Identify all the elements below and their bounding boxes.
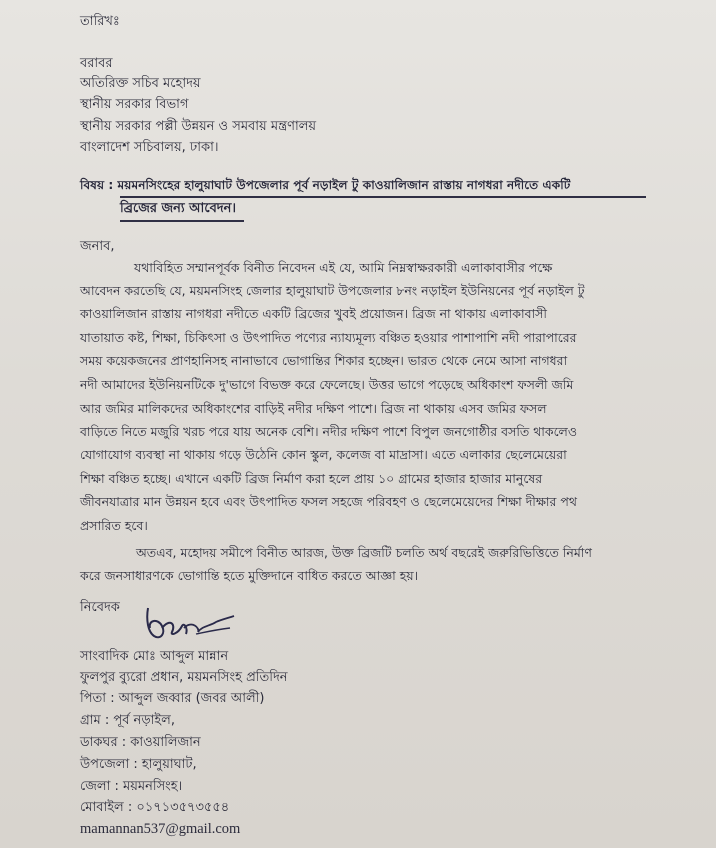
- conclusion-line: করে জনসাধারণকে ভোগান্তি হতে মুক্তিদানে বাধিত করতে আজ্ঞা হয়।: [80, 568, 419, 583]
- body-line: আবেদন করতেছি যে, ময়মনসিংহ জেলার হালুয়াঘাট উপজেলার ৮নং নড়াইল ইউনিয়নের পূর্ব নড়াইল টু: [80, 283, 585, 298]
- body-line: সময় কয়েকজনের প্রাণহানিসহ নানাভাবে ভোগান্তির শিকার হচ্ছেন। ভারত থেকে নেমে আসা নাগধরা: [80, 353, 568, 368]
- body-line: যাতায়াত কষ্ট, শিক্ষা, চিকিৎসা ও উৎপাদিত পণ্যের ন্যায্যমূল্য বঞ্চিত হওয়ার পাশাপাশি নদী পারাপারের: [80, 330, 577, 345]
- body-line: যথাবিহিত সম্মানপূর্বক বিনীত নিবেদন এই যে, আমি নিম্নস্বাক্ষরকারী এলাকাবাসীর পক্ষে: [134, 260, 553, 275]
- body-line: প্রসারিত হবে।: [80, 518, 148, 533]
- recipient-line: স্থানীয় সরকার পল্লী উন্নয়ন ও সমবায় মন্ত্রণালয়: [80, 119, 317, 134]
- applicant-line: ডাকঘর : কাওয়ালিজান: [80, 735, 201, 750]
- subject-underline: [120, 196, 646, 198]
- applicant-line: ফুলপুর ব্যুরো প্রধান, ময়মনসিংহ প্রতিদিন: [80, 670, 288, 685]
- applicant-line: পিতা : আব্দুল জব্বার (জবর আলী): [80, 691, 265, 706]
- recipient-line: বরাবর: [80, 56, 113, 71]
- applicant-label: নিবেদক: [80, 600, 120, 615]
- applicant-line: সাংবাদিক মোঃ আব্দুল মান্নান: [80, 649, 229, 664]
- body-line: বাড়িতে নিতে মজুরি খরচ পরে যায় অনেক বেশি। নদীর দক্ষিণ পাশে বিপুল জনগোষ্ঠীর বসতি থাকলেও: [80, 424, 578, 439]
- body-line: শিক্ষা বঞ্চিত হচ্ছে। এখানে একটি ব্রিজ নির্মাণ করা হলে প্রায় ১০ গ্রামের হাজার হাজার মানুষের: [80, 471, 543, 486]
- recipient-line: বাংলাদেশ সচিবালয়, ঢাকা।: [80, 140, 219, 155]
- body-line: কাওয়ালিজান রাস্তায় নাগধরা নদীতে একটি ব্রিজের খুবই প্রয়োজন। ব্রিজ না থাকায় এলাকাবাসী: [80, 306, 547, 321]
- body-line: যোগাযোগ ব্যবস্থা না থাকায় গড়ে উঠেনি কোন স্কুল, কলেজ বা মাদ্রাসা। এতে এলাকার ছেলেমেয়েরা: [80, 447, 567, 462]
- applicant-mobile: মোবাইল : ০১৭১৩৫৭৩৫৫৪: [80, 800, 230, 815]
- body-line: জীবনযাত্রার মান উন্নয়ন হবে এবং উৎপাদিত ফসল সহজে পরিবহণ ও ছেলেমেয়েদের শিক্ষা দীক্ষার পথ: [80, 494, 577, 509]
- applicant-email: mamannan537@gmail.com: [80, 821, 241, 837]
- signature-image: [140, 598, 240, 646]
- subject-underline: [120, 220, 244, 222]
- applicant-line: উপজেলা : হালুয়াঘাট,: [80, 757, 197, 772]
- applicant-line: গ্রাম : পূর্ব নড়াইল,: [80, 713, 175, 728]
- applicant-line: জেলা : ময়মনসিংহ।: [80, 779, 183, 794]
- recipient-line: স্থানীয় সরকার বিভাগ: [80, 97, 189, 112]
- conclusion-line: অতএব, মহোদয় সমীপে বিনীত আরজ, উক্ত ব্রিজটি চলতি অর্থ বছরেই জরুরিভিত্তিতে নির্মাণ: [136, 545, 592, 560]
- body-line: আর জমির মালিকদের অধিকাংশের বাড়িই নদীর দক্ষিণ পাশে। ব্রিজ না থাকায় এসব জমির ফসল: [80, 401, 547, 416]
- subject-line: বিষয় : ময়মনসিংহের হালুয়াঘাট উপজেলার পূর্ব নড়াইল টু কাওয়ালিজান রাস্তায় নাগধরা নদীতে একটি: [80, 178, 571, 192]
- salutation: জনাব,: [80, 239, 115, 254]
- subject-line: ব্রিজের জন্য আবেদন।: [120, 201, 237, 216]
- date-label: তারিখঃ: [80, 14, 120, 29]
- body-line: নদী আমাদের ইউনিয়নটিকে দু'ভাগে বিভক্ত করে ফেলেছে। উত্তর ভাগে পড়েছে অধিকাংশ ফসলী জমি: [80, 377, 574, 392]
- recipient-line: অতিরিক্ত সচিব মহোদয়: [80, 76, 201, 91]
